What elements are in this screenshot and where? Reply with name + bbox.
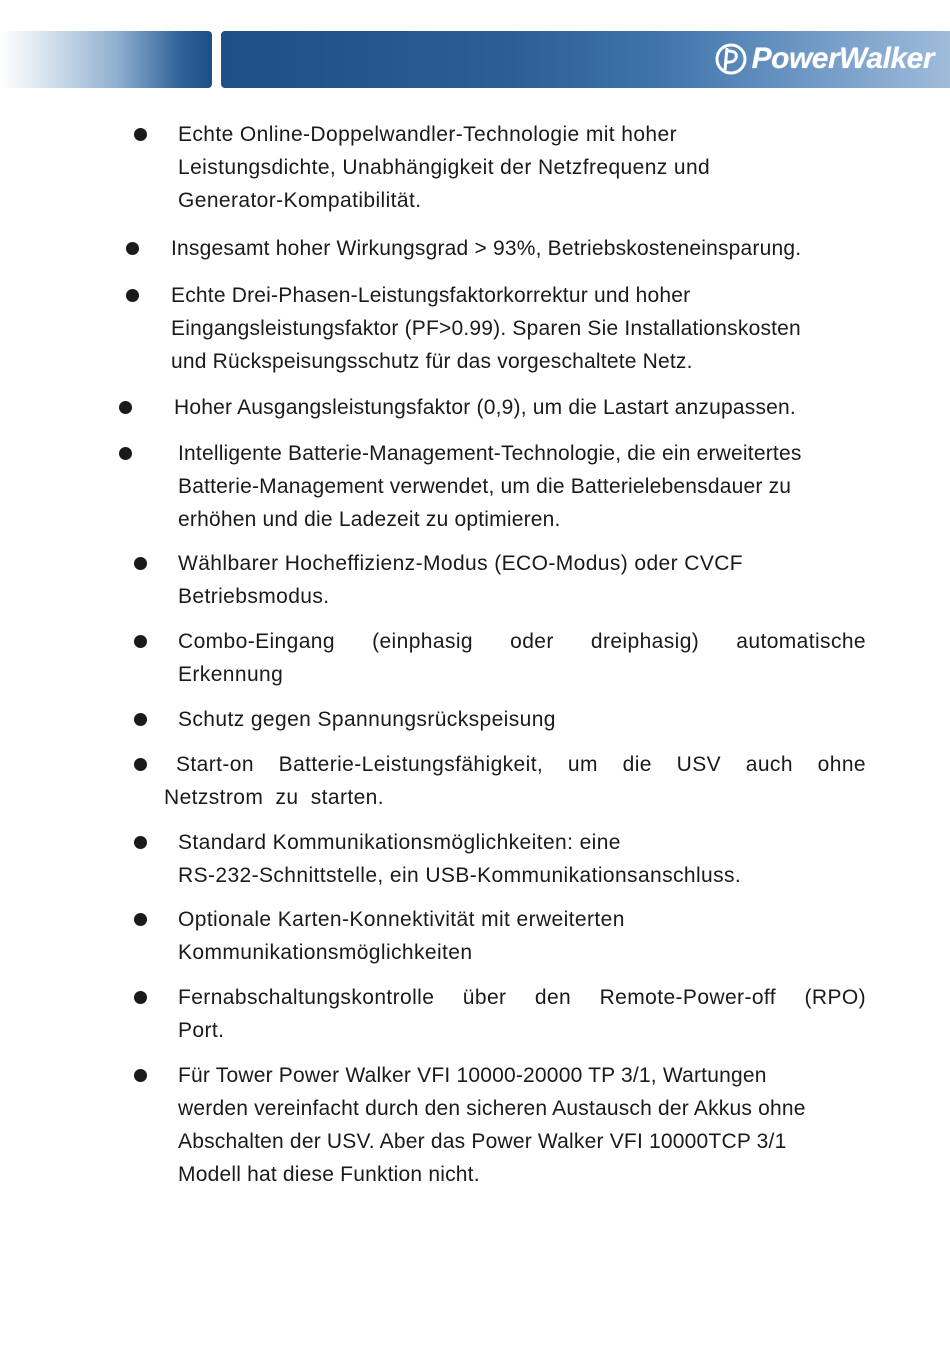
list-item-text: Standard Kommunikationsmöglichkeiten: eine RS-232-Schnittstelle, ein USB-Kommunikationsanschluss. (178, 831, 742, 887)
list-item-text: Fernabschaltungskontrolle über den Remote-Power-off (RPO) Port. (178, 986, 866, 1042)
bullet-dot-icon (119, 447, 132, 460)
list-item-text: Echte Online-Doppelwandler-Technologie mit hoher Leistungsdichte, Unabhängigkeit der Netzfrequenz und Generator-Kompatibilität. (178, 123, 711, 212)
list-item-text: Wählbarer Hocheffizienz-Modus (ECO-Modus) oder CVCF Betriebsmodus. (178, 552, 744, 608)
header-band-left (0, 31, 212, 88)
list-item-text: Intelligente Batterie-Management-Technologie, die ein erweitertes Batterie-Management verwendet, um die Batterielebensdauer zu erhöhen und die Ladezeit zu optimieren. (178, 442, 802, 531)
bullet-dot-icon (126, 289, 139, 302)
bullet-dot-icon (134, 1069, 147, 1082)
list-item-text: Hoher Ausgangsleistungsfaktor (0,9), um die Lastart anzupassen. (174, 396, 796, 419)
list-item-text: Echte Drei-Phasen-Leistungsfaktorkorrektur und hoher Eingangsleistungsfaktor (PF>0.99). Sparen Sie Installationskosten und Rückspeisungsschutz für das vorgeschaltete Netz. (171, 284, 801, 373)
bullet-dot-icon (134, 635, 147, 648)
bullet-dot-icon (134, 991, 147, 1004)
bullet-dot-icon (134, 758, 147, 771)
list-item-text: Start-on Batterie-Leistungsfähigkeit, um die USV auch ohne Netzstrom zu starten. (164, 753, 866, 809)
bullet-dot-icon (134, 836, 147, 849)
powerwalker-logo-icon (714, 42, 748, 76)
list-item-text: Insgesamt hoher Wirkungsgrad > 93%, Betriebskosteneinsparung. (171, 237, 802, 260)
bullet-dot-icon (134, 128, 147, 141)
bullet-dot-icon (119, 401, 132, 414)
list-item-text: Schutz gegen Spannungsrückspeisung (178, 708, 556, 731)
logo-text: PowerWalker (751, 42, 934, 75)
header-band-right (221, 31, 950, 88)
bullet-dot-icon (134, 557, 147, 570)
bullet-dot-icon (134, 713, 147, 726)
list-item-text: Für Tower Power Walker VFI 10000-20000 TP 3/1, Wartungen werden vereinfacht durch den sicheren Austausch der Akkus ohne Abschalten der USV. Aber das Power Walker VFI 10000TCP 3/1 Modell hat diese Funktion nicht. (178, 1064, 806, 1186)
bullet-dot-icon (134, 913, 147, 926)
list-item-text: Combo-Eingang (einphasig oder dreiphasig) automatische Erkennung (178, 630, 866, 686)
brand-logo (714, 39, 934, 79)
page-header (0, 31, 950, 88)
list-item-text: Optionale Karten-Konnektivität mit erweiterten Kommunikationsmöglichkeiten (178, 908, 625, 964)
bullet-dot-icon (126, 242, 139, 255)
